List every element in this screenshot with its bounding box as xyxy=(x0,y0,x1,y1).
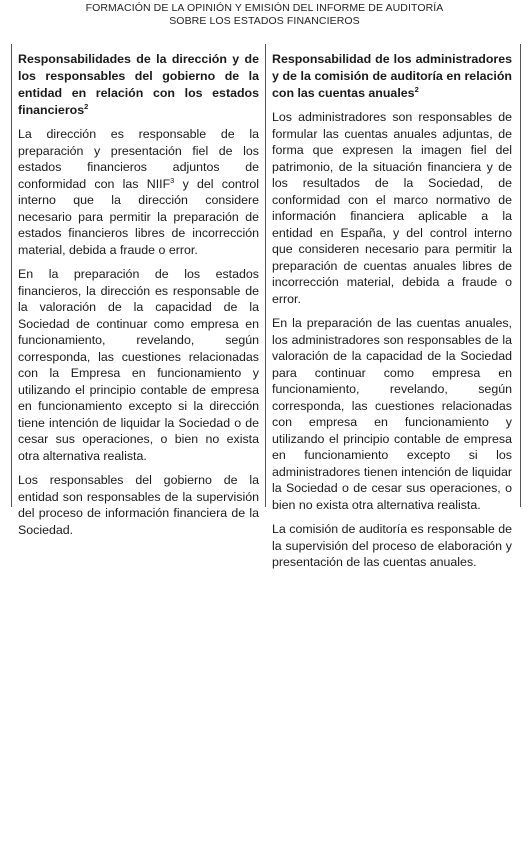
right-paragraph-2: En la preparación de las cuentas anuales, los administradores son responsables de la valoración de la capacidad de la Sociedad para continuar como empresa en funcionamiento, revelando, según corresponda, las cuestiones relacionadas con empresa en funcionamiento y utilizando el principio contable de empresa en funcionamiento excepto si los administradores tienen intención de liquidar la Sociedad o de cesar sus operaciones, o bien no exista otra alternativa realista. xyxy=(272,316,512,512)
left-paragraph-3: Los responsables del gobierno de la entidad son responsables de la supervisión del proceso de información financiera de la Sociedad. xyxy=(18,473,259,537)
comparison-table xyxy=(11,44,521,569)
footnote-ref-2-right[interactable]: 2 xyxy=(414,85,419,94)
left-column-heading xyxy=(18,51,259,119)
left-paragraph-2: En la preparación de los estados financieros, la dirección es responsable de la valoración de la capacidad de la Sociedad de continuar como empresa en funcionamiento, revelando, según corresponda, las cuestiones relacionadas con la Empresa en funcionamiento y utilizando el principio contable de empresa en funcionamiento excepto si la dirección tiene intención de liquidar la Sociedad o de cesar sus operaciones, o bien no exista otra alternativa realista. xyxy=(18,267,259,463)
left-p1-text-a: La dirección es responsable de la preparación y presentación fiel de los estados financieros adjuntos de conformidad con las NIIF xyxy=(18,127,259,191)
right-column xyxy=(266,44,518,569)
header-line-2: SOBRE LOS ESTADOS FINANCIEROS xyxy=(169,14,360,27)
left-p1-text-b: y del control interno que la dirección considere necesario para permitir la preparación de estados financieros libres de incorrección material, debida a fraude o error. xyxy=(18,176,259,257)
left-heading-text: Responsabilidades de la dirección y de los responsables del gobierno de la entidad en relación con los estados financieros xyxy=(18,52,259,117)
header-line-1: FORMACIÓN DE LA OPINIÓN Y EMISIÓN DEL INFORME DE AUDITORÍA xyxy=(85,2,444,14)
footnote-ref-3[interactable]: 3 xyxy=(170,175,175,185)
right-paragraph-1: Los administradores son responsables de formular las cuentas anuales adjuntas, de forma que expresen la imagen fiel del patrimonio, de la situación financiera y de los resultados de la Sociedad, de conformidad con el marco normativo de información financiera aplicable a la entidad en España, y del control interno que consideren necesario para permitir la preparación de cuentas anuales libres de incorrección material, debida a fraude o error. xyxy=(272,110,512,306)
right-paragraph-3: La comisión de auditoría es responsable de la supervisión del proceso de elaboración y presentación de las cuentas anuales. xyxy=(272,522,512,569)
running-header xyxy=(0,2,529,27)
left-column xyxy=(12,44,266,537)
footnote-ref-2-left[interactable]: 2 xyxy=(84,102,89,111)
right-column-heading xyxy=(272,51,512,102)
left-paragraph-1 xyxy=(18,126,259,258)
right-heading-text: Responsabilidad de los administradores y de la comisión de auditoría en relación con las cuentas anuales xyxy=(272,52,512,100)
